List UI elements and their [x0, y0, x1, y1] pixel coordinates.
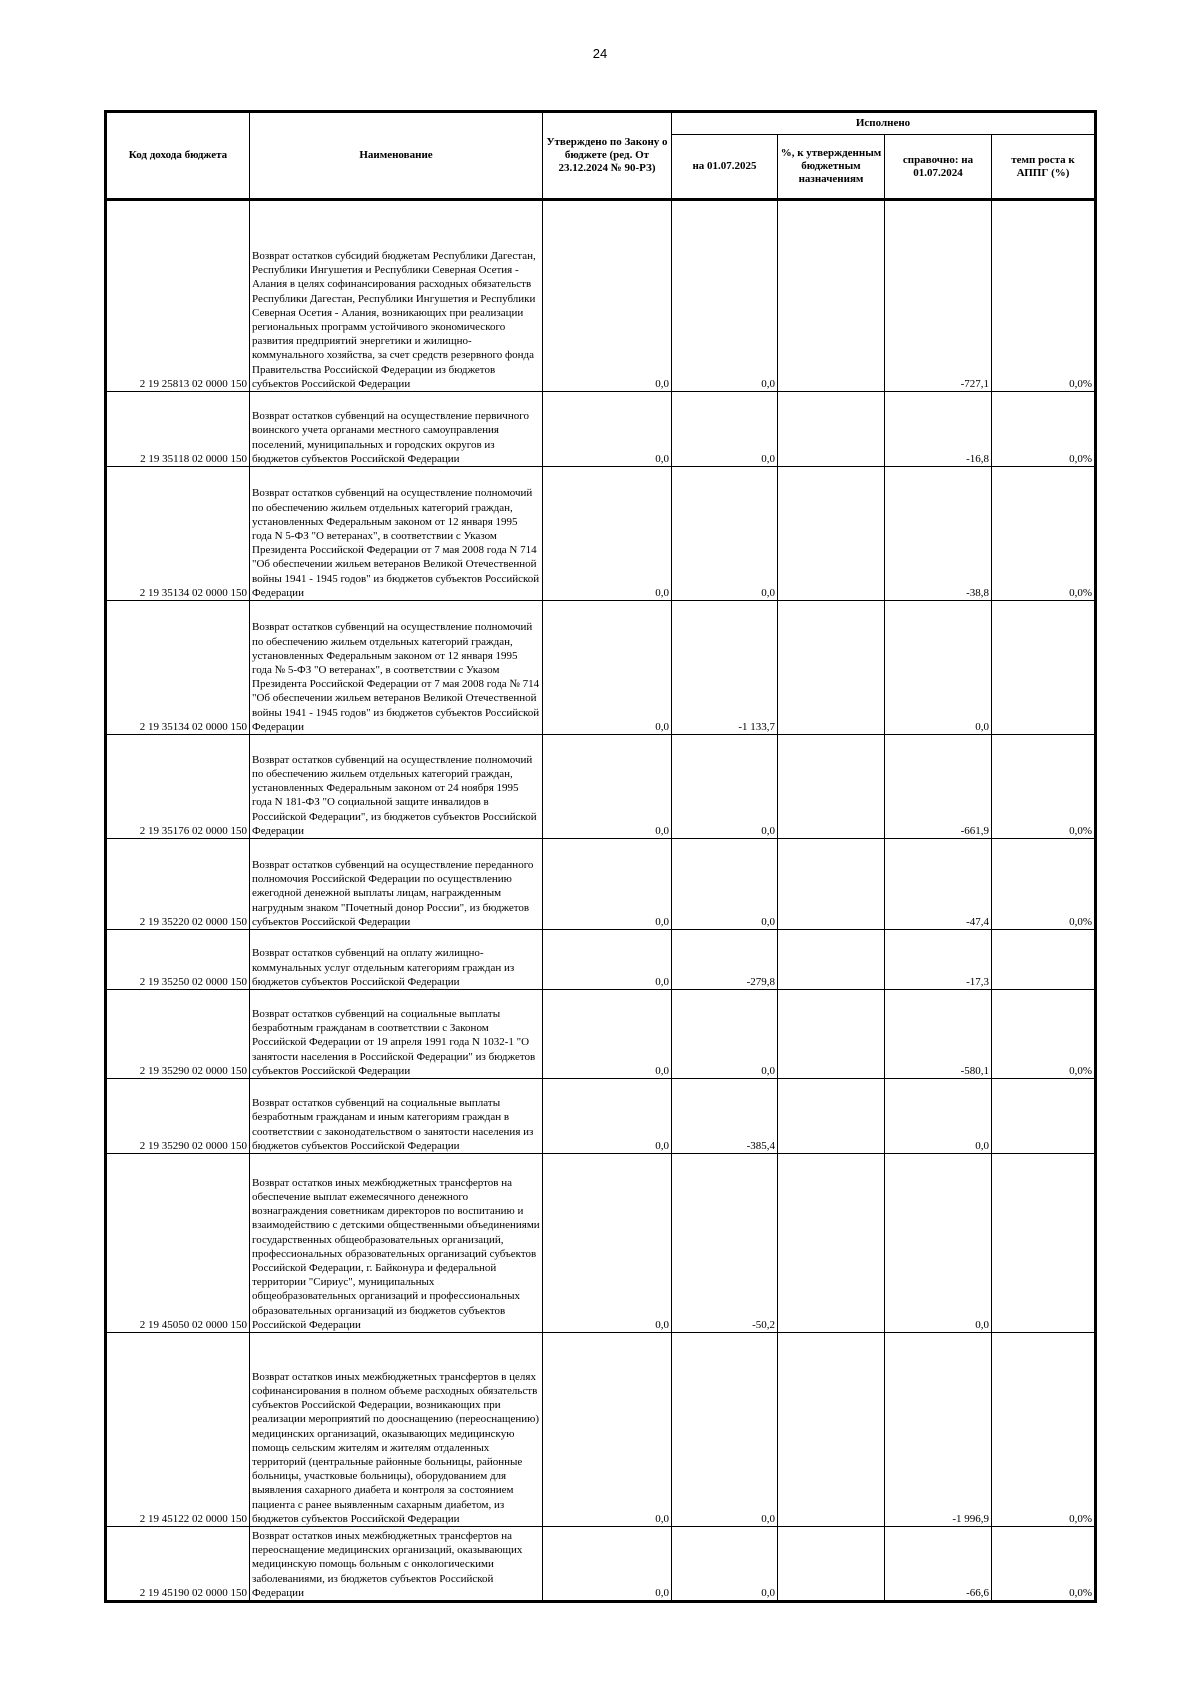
row-approved: 0,0 [543, 601, 672, 735]
row-percent [778, 930, 885, 990]
row-percent [778, 200, 885, 392]
row-approved: 0,0 [543, 1154, 672, 1333]
row-growth: 0,0% [992, 735, 1096, 839]
row-executed: 0,0 [672, 392, 778, 467]
row-approved: 0,0 [543, 930, 672, 990]
table-row [106, 1333, 1096, 1527]
row-name: Возврат остатков субвенций на осуществление полномочий по обеспечению жильем отдельных категорий граждан, установленных Федеральным законом от 12 января 1995 года N 5-ФЗ "О ветеранах", в соответствии с Указом Президента Российской Федерации от 7 мая 2008 года N 714 "Об обеспечении жильем ветеранов Великой Отечественной войны 1941 - 1945 годов" из бюджетов субъектов Российской Федерации [250, 467, 543, 601]
row-percent [778, 839, 885, 930]
table-row [106, 1154, 1096, 1333]
row-name: Возврат остатков иных межбюджетных трансфертов в целях софинансирования в полном объеме расходных обязательств субъектов Российской Федерации, возникающих при реализации мероприятий по дооснащению (переоснащению) медицинских организаций, оказывающих медицинскую помощь сельским жителям и жителям отдаленных территорий (центральные районные больницы, районные больницы, участковые больницы), оборудованием для выявления сахарного диабета и контроля за состоянием пациента с ранее выявленным сахарным диабетом, из бюджетов субъектов Российской Федерации [250, 1333, 543, 1527]
row-growth: 0,0% [992, 467, 1096, 601]
row-name: Возврат остатков субвенций на осуществление первичного воинского учета органами местного самоуправления поселений, муниципальных и городских округов из бюджетов субъектов Российской Федерации [250, 392, 543, 467]
row-name: Возврат остатков иных межбюджетных трансфертов на переоснащение медицинских организаций, оказывающих медицинскую помощь больным с онкологическими заболеваниями, из бюджетов субъектов Российской Федерации [250, 1527, 543, 1602]
row-percent [778, 601, 885, 735]
row-reference: -38,8 [885, 467, 992, 601]
header-executed-group: Исполнено [672, 112, 1096, 135]
row-approved: 0,0 [543, 1527, 672, 1602]
row-approved: 0,0 [543, 1079, 672, 1154]
header-percent: %, к утвержденным бюджетным назначениям [778, 135, 885, 200]
row-reference: 0,0 [885, 1079, 992, 1154]
row-name: Возврат остатков субвенций на социальные выплаты безработным гражданам в соответствии с Законом Российской Федерации от 19 апреля 1991 года N 1032-1 "О занятости населения в Российской Федерации" из бюджетов субъектов Российской Федерации [250, 990, 543, 1079]
row-percent [778, 1527, 885, 1602]
header-name: Наименование [250, 112, 543, 200]
row-code: 2 19 25813 02 0000 150 [106, 200, 250, 392]
row-code: 2 19 35176 02 0000 150 [106, 735, 250, 839]
row-reference: 0,0 [885, 601, 992, 735]
row-executed: -50,2 [672, 1154, 778, 1333]
row-growth: 0,0% [992, 990, 1096, 1079]
row-code: 2 19 45190 02 0000 150 [106, 1527, 250, 1602]
row-approved: 0,0 [543, 735, 672, 839]
table-row [106, 839, 1096, 930]
page-number: 24 [592, 46, 608, 61]
row-code: 2 19 35290 02 0000 150 [106, 1079, 250, 1154]
table-row [106, 735, 1096, 839]
row-reference: 0,0 [885, 1154, 992, 1333]
budget-revenue-table [104, 110, 1097, 1603]
row-executed: 0,0 [672, 200, 778, 392]
row-percent [778, 1333, 885, 1527]
row-approved: 0,0 [543, 467, 672, 601]
row-growth: 0,0% [992, 1333, 1096, 1527]
header-approved: Утверждено по Закону о бюджете (ред. От 23.12.2024 № 90-РЗ) [543, 112, 672, 200]
table-row [106, 1527, 1096, 1602]
row-approved: 0,0 [543, 200, 672, 392]
row-reference: -16,8 [885, 392, 992, 467]
table-row [106, 990, 1096, 1079]
table-row [106, 601, 1096, 735]
row-executed: 0,0 [672, 839, 778, 930]
row-growth: 0,0% [992, 392, 1096, 467]
row-reference: -47,4 [885, 839, 992, 930]
row-reference: -661,9 [885, 735, 992, 839]
row-executed: -385,4 [672, 1079, 778, 1154]
row-approved: 0,0 [543, 1333, 672, 1527]
row-name: Возврат остатков субсидий бюджетам Республики Дагестан, Республики Ингушетия и Республики Северная Осетия - Алания в целях софинансирования расходных обязательств Республики Дагестан, Республики Ингушетия и Республики Северная Осетия - Алания, возникающих при реализации региональных программ устойчивого экономического развития предприятий энергетики и жилищно-коммунального хозяйства, за счет средств резервного фонда Правительства Российской Федерации из бюджетов субъектов Российской Федерации [250, 200, 543, 392]
row-code: 2 19 35250 02 0000 150 [106, 930, 250, 990]
header-on-date: на 01.07.2025 [672, 135, 778, 200]
row-growth [992, 1154, 1096, 1333]
row-reference: -580,1 [885, 990, 992, 1079]
row-code: 2 19 45050 02 0000 150 [106, 1154, 250, 1333]
row-executed: -279,8 [672, 930, 778, 990]
row-growth: 0,0% [992, 1527, 1096, 1602]
row-executed: 0,0 [672, 990, 778, 1079]
row-growth: 0,0% [992, 200, 1096, 392]
row-percent [778, 990, 885, 1079]
row-reference: -727,1 [885, 200, 992, 392]
row-name: Возврат остатков субвенций на осуществление полномочий по обеспечению жильем отдельных категорий граждан, установленных Федеральным законом от 24 ноября 1995 года N 181-ФЗ "О социальной защите инвалидов в Российской Федерации", из бюджетов субъектов Российской Федерации [250, 735, 543, 839]
row-growth [992, 1079, 1096, 1154]
row-reference: -17,3 [885, 930, 992, 990]
row-growth [992, 930, 1096, 990]
header-growth: темп роста к АППГ (%) [992, 135, 1096, 200]
row-name: Возврат остатков иных межбюджетных трансфертов на обеспечение выплат ежемесячного денежного вознаграждения советникам директоров по воспитанию и взаимодействию с детскими общественными объединениями государственных общеобразовательных организаций, профессиональных образовательных организаций субъектов Российской Федерации, г. Байконура и федеральной территории "Сириус", муниципальных общеобразовательных организаций и профессиональных образовательных организаций из бюджетов субъектов Российской Федерации [250, 1154, 543, 1333]
row-percent [778, 1079, 885, 1154]
row-executed: 0,0 [672, 735, 778, 839]
row-code: 2 19 45122 02 0000 150 [106, 1333, 250, 1527]
row-code: 2 19 35134 02 0000 150 [106, 601, 250, 735]
table-row [106, 200, 1096, 392]
row-code: 2 19 35290 02 0000 150 [106, 990, 250, 1079]
table-row [106, 930, 1096, 990]
row-executed: 0,0 [672, 1527, 778, 1602]
row-code: 2 19 35118 02 0000 150 [106, 392, 250, 467]
row-name: Возврат остатков субвенций на социальные выплаты безработным гражданам и иным категориям граждан в соответствии с законодательством о занятости населения из бюджетов субъектов Российской Федерации [250, 1079, 543, 1154]
row-approved: 0,0 [543, 392, 672, 467]
row-executed: -1 133,7 [672, 601, 778, 735]
row-percent [778, 467, 885, 601]
table-row [106, 392, 1096, 467]
header-code: Код дохода бюджета [106, 112, 250, 200]
table-row [106, 467, 1096, 601]
row-name: Возврат остатков субвенций на оплату жилищно-коммунальных услуг отдельным категориям граждан из бюджетов субъектов Российской Федерации [250, 930, 543, 990]
row-percent [778, 392, 885, 467]
row-executed: 0,0 [672, 1333, 778, 1527]
row-percent [778, 1154, 885, 1333]
row-reference: -1 996,9 [885, 1333, 992, 1527]
row-percent [778, 735, 885, 839]
row-approved: 0,0 [543, 839, 672, 930]
row-growth: 0,0% [992, 839, 1096, 930]
row-reference: -66,6 [885, 1527, 992, 1602]
row-growth [992, 601, 1096, 735]
row-code: 2 19 35220 02 0000 150 [106, 839, 250, 930]
row-executed: 0,0 [672, 467, 778, 601]
table-row [106, 1079, 1096, 1154]
row-name: Возврат остатков субвенций на осуществление переданного полномочия Российской Федерации по осуществлению ежегодной денежной выплаты лицам, награжденным нагрудным знаком "Почетный донор России", из бюджетов субъектов Российской Федерации [250, 839, 543, 930]
header-reference: справочно: на 01.07.2024 [885, 135, 992, 200]
row-name: Возврат остатков субвенций на осуществление полномочий по обеспечению жильем отдельных категорий граждан, установленных Федеральным законом от 12 января 1995 года № 5-ФЗ "О ветеранах", в соответствии с Указом Президента Российской Федерации от 7 мая 2008 года № 714 "Об обеспечении жильем ветеранов Великой Отечественной войны 1941 - 1945 годов" из бюджетов субъектов Российской Федерации [250, 601, 543, 735]
row-approved: 0,0 [543, 990, 672, 1079]
row-code: 2 19 35134 02 0000 150 [106, 467, 250, 601]
